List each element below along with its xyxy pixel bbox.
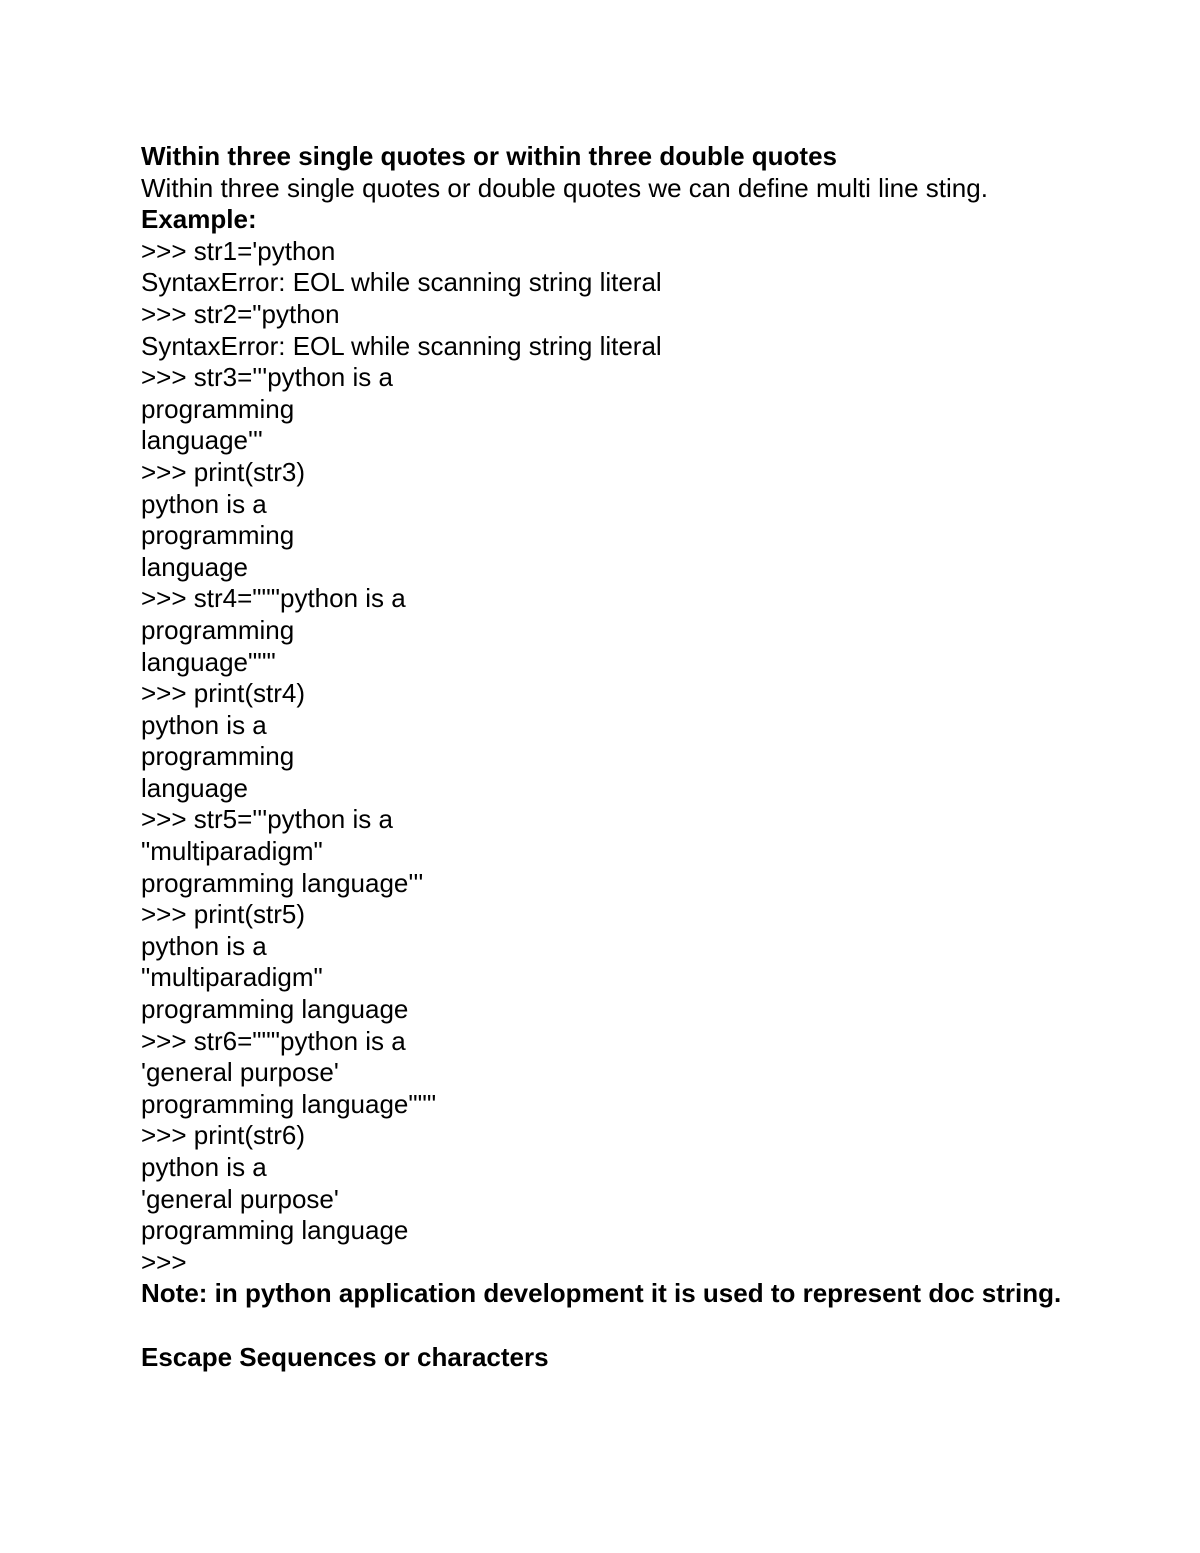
code-line: >>> str5='''python is a <box>141 804 393 835</box>
code-line: >>> str1='python <box>141 235 336 266</box>
code-line: programming language""" <box>141 1088 437 1119</box>
code-line: >>> print(str4) <box>141 678 306 709</box>
code-line: programming language <box>141 994 409 1025</box>
code-line: python is a <box>141 1152 267 1182</box>
code-line: python is a <box>141 930 267 961</box>
code-line: >>> str6="""python is a <box>141 1025 406 1056</box>
paragraph-spacer <box>141 1310 1141 1342</box>
intro-text: Within three single quotes or double quotes we can define multi line sting. <box>141 172 988 203</box>
code-line: >>> print(str5) <box>141 899 306 930</box>
code-line: python is a <box>141 709 267 740</box>
code-line: language''' <box>141 425 263 456</box>
code-line: python is a <box>141 488 267 519</box>
code-line: language <box>141 772 248 803</box>
code-line: >>> str2="python <box>141 298 340 329</box>
note-text: Note: in python application development it is used to represent doc string. <box>141 1278 1062 1309</box>
code-line: SyntaxError: EOL while scanning string literal <box>141 330 662 361</box>
code-line: >>> str3='''python is a <box>141 362 393 393</box>
code-line: >>> print(str6) <box>141 1120 306 1151</box>
example-label: Example: <box>141 204 257 235</box>
code-line: >>> print(str3) <box>141 456 306 487</box>
code-line: 'general purpose' <box>141 1183 339 1214</box>
code-line: language""" <box>141 646 276 677</box>
code-line: programming <box>141 520 295 551</box>
code-line: programming language''' <box>141 867 424 898</box>
code-line: 'general purpose' <box>141 1057 339 1088</box>
heading-triple-quotes: Within three single quotes or within three double quotes <box>141 141 838 171</box>
code-line: "multiparadigm" <box>141 962 323 993</box>
code-line: >>> str4="""python is a <box>141 583 406 614</box>
code-line: language <box>141 551 248 582</box>
heading-escape-sequences: Escape Sequences or characters <box>141 1341 549 1372</box>
code-line: programming <box>141 393 295 424</box>
code-line: SyntaxError: EOL while scanning string literal <box>141 267 662 298</box>
code-line: programming <box>141 741 295 772</box>
code-line: programming language <box>141 1215 409 1246</box>
code-block <box>141 236 1141 1279</box>
document-page <box>141 141 1141 1373</box>
code-line: "multiparadigm" <box>141 836 323 867</box>
code-line: programming <box>141 614 295 645</box>
code-line: >>> <box>141 1246 187 1277</box>
